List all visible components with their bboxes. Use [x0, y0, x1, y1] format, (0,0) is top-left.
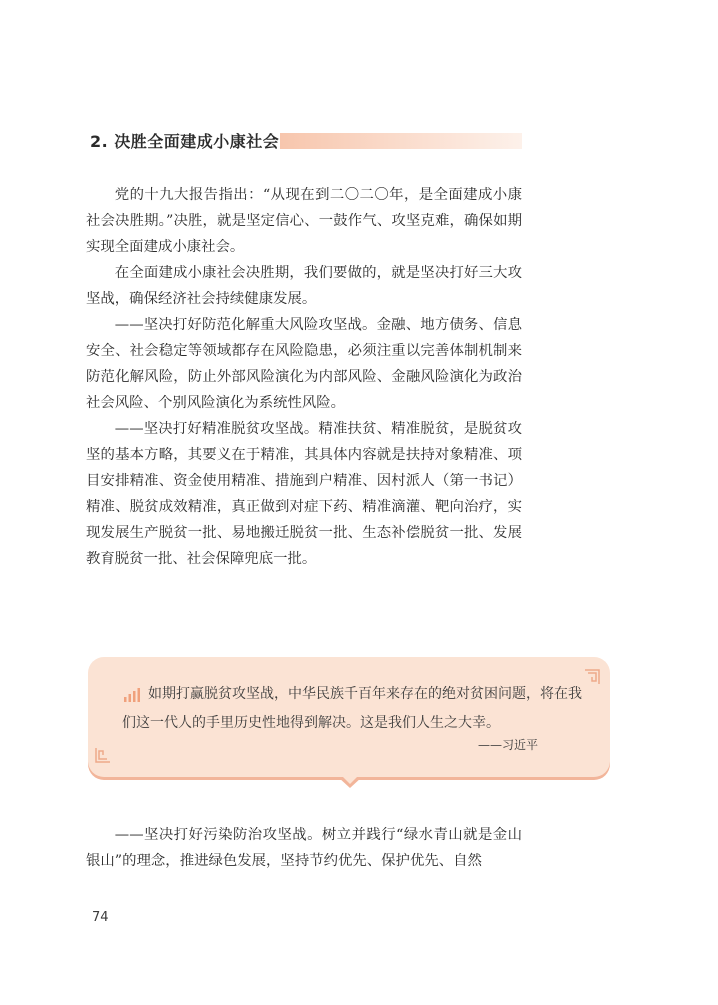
- quote-text: 如期打赢脱贫攻坚战，中华民族千百年来存在的绝对贫困问题，将在我们这一代人的手里历史性地得到解决。这是我们人生之大幸。: [122, 686, 582, 731]
- paragraph: 党的十九大报告指出：“从现在到二〇二〇年，是全面建成小康社会决胜期。”决胜，就是坚定信心、一鼓作气、攻坚克难，确保如期实现全面建成小康社会。: [86, 187, 522, 255]
- paragraph: 在全面建成小康社会决胜期，我们要做的，就是坚决打好三大攻坚战，确保经济社会持续健康发展。: [86, 265, 522, 307]
- body-text-top: [86, 182, 522, 572]
- corner-ornament-icon: [583, 668, 601, 686]
- page-number: 74: [92, 910, 109, 925]
- section-title: 2. 决胜全面建成小康社会: [90, 132, 280, 151]
- paragraph: ——坚决打好污染防治攻坚战。树立并践行“绿水青山就是金山银山”的理念，推进绿色发展，坚持节约优先、保护优先、自然: [86, 827, 522, 869]
- body-text-bottom: [86, 822, 522, 874]
- paragraph: ——坚决打好防范化解重大风险攻坚战。金融、地方债务、信息安全、社会稳定等领域都存在风险隐患，必须注重以完善体制机制来防范化解风险，防止外部风险演化为内部风险、金融风险演化为政治社会风险、个别风险演化为系统性风险。: [86, 317, 522, 411]
- quote-tail: [340, 774, 360, 784]
- heading-decoration-bar: [280, 133, 522, 149]
- corner-ornament-icon: [94, 746, 112, 764]
- quote-author: ——习近平: [478, 738, 539, 752]
- paragraph: ——坚决打好精准脱贫攻坚战。精准扶贫、精准脱贫，是脱贫攻坚的基本方略，其要义在于精准，其具体内容就是扶持对象精准、项目安排精准、资金使用精准、措施到户精准、因村派人（第一书记）精准、脱贫成效精准，真正做到对症下药、精准滴灌、靶向治疗，实现发展生产脱贫一批、易地搬迁脱贫一批、生态补偿脱贫一批、发展教育脱贫一批、社会保障兜底一批。: [86, 421, 522, 567]
- section-heading: [90, 128, 522, 156]
